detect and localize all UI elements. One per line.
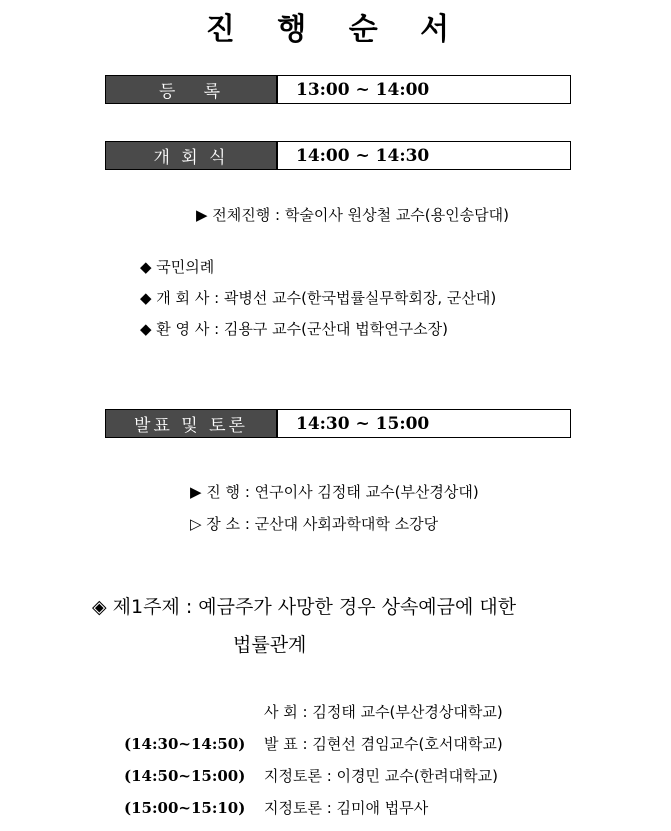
discussion-place: ▷ 장 소 : 군산대 사회과학대학 소강당	[190, 515, 439, 533]
program-role: 지정토론 : 이경민 교수(한려대학교)	[264, 767, 498, 785]
section-opening	[105, 141, 571, 170]
program-time: (14:30~14:50)	[124, 735, 246, 753]
section-label: 등 록	[106, 76, 276, 103]
program-row	[124, 765, 498, 786]
theme-line-2: 법률관계	[233, 634, 307, 656]
overall-host: ▶ 전체진행 : 학술이사 원상철 교수(용인송담대)	[196, 206, 509, 224]
section-time: 14:00 ~ 14:30	[296, 145, 430, 166]
discussion-progress: ▶ 진 행 : 연구이사 김정태 교수(부산경상대)	[190, 483, 479, 501]
opening-item-welcome: ◆ 환 영 사 : 김용구 교수(군산대 법학연구소장)	[140, 320, 449, 338]
section-label: 발표 및 토론	[106, 410, 276, 437]
section-label: 개 회 식	[106, 142, 276, 169]
section-time: 13:00 ~ 14:00	[296, 79, 430, 100]
opening-item-anthem: ◆ 국민의례	[140, 258, 215, 276]
page-title: 진 행 순 서	[205, 12, 466, 47]
program-row	[124, 797, 428, 818]
opening-item-address: ◆ 개 회 사 : 곽병선 교수(한국법률실무학회장, 군산대)	[140, 289, 497, 307]
section-registration	[105, 75, 571, 104]
program-row	[124, 733, 503, 754]
section-discussion	[105, 409, 571, 438]
program-role: 발 표 : 김현선 겸임교수(호서대학교)	[264, 735, 503, 753]
program-row	[124, 701, 503, 722]
program-time: (15:00~15:10)	[124, 799, 246, 817]
program-time: (14:50~15:00)	[124, 767, 246, 785]
section-time: 14:30 ~ 15:00	[296, 413, 430, 434]
theme-line-1: ◈ 제1주제 : 예금주가 사망한 경우 상속예금에 대한	[92, 596, 517, 618]
program-role: 지정토론 : 김미애 법무사	[264, 799, 429, 817]
program-role: 사 회 : 김정태 교수(부산경상대학교)	[264, 703, 503, 721]
